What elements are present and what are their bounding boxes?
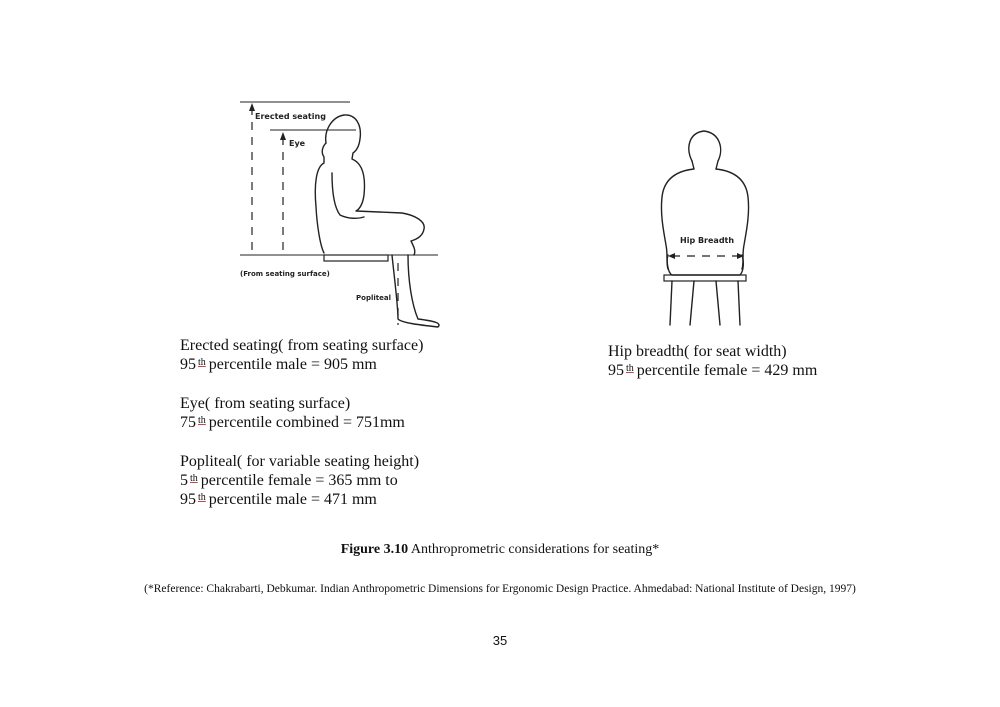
left-dimensions-text [180,336,423,509]
right-dimensions-text [608,342,817,380]
eye-value: 75 $^{th}$ percentile combined = 751mm [180,414,405,431]
erected-seating-label: Erected seating [255,112,326,121]
caption-text: Anthroprometric considerations for seating* [410,542,660,557]
popliteal-title: Popliteal( for variable seating height) [180,453,420,470]
eye-label: Eye [289,139,306,148]
hip-breadth-label: Hip Breadth [680,236,735,245]
erected-value: 95 $^{th}$ percentile male = 905 mm [180,356,377,373]
seated-front-view-figure [640,125,770,335]
popliteal-label: Popliteal [356,294,391,302]
page-number: 35 [492,633,508,648]
seated-side-view-figure [228,95,458,335]
reference-note: (*Reference: Chakrabarti, Debkumar. Indian Anthropometric Dimensions for Ergonomic Design Practice. Ahmedabad: National Institute of Design, 1997) [144,583,856,595]
figure-caption [0,542,1000,558]
hip-title: Hip breadth( for seat width) [608,343,787,360]
popliteal-value-min: 5 $^{th}$ percentile female = 365 mm to [180,472,398,489]
popliteal-value-max: 95 $^{th}$ percentile male = 471 mm [180,491,377,508]
from-seating-surface-label: (From seating surface) [240,270,330,278]
eye-title: Eye( from seating surface) [180,395,351,412]
figure-number: Figure 3.10 [340,542,409,557]
hip-value: 95 $^{th}$ percentile female = 429 mm [608,362,818,379]
erected-title: Erected seating( from seating surface) [180,337,424,354]
